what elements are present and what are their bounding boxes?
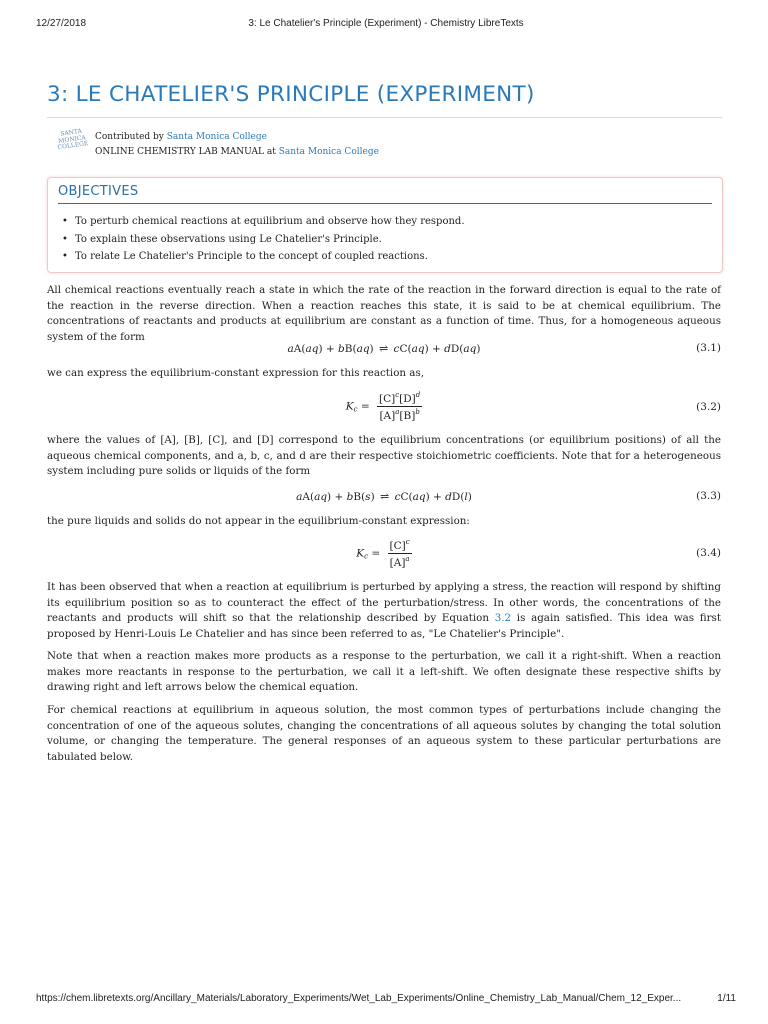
equation-3-3: aA(aq) + bB(s) ⇌ cC(aq) + dD(l) (3.3) bbox=[296, 490, 721, 503]
manual-line bbox=[95, 147, 379, 157]
objectives-box bbox=[47, 177, 723, 273]
equation-number: (3.1) bbox=[696, 342, 721, 354]
body-paragraph: where the values of [A], [B], [C], and [D] correspond to the equilibrium concentrations (or equilibrium positions) of all the aqueous chemical components, and a, b, c, and d are their respective stoichiometric coefficients. Note that for a heterogeneous system including pure solids or liquids of the form bbox=[47, 434, 721, 477]
page-title: 3: LE CHATELIER'S PRINCIPLE (EXPERIMENT) bbox=[47, 82, 535, 107]
print-date: 12/27/2018 bbox=[36, 18, 87, 29]
page-count: 1/11 bbox=[717, 993, 736, 1004]
body-paragraph: the pure liquids and solids do not appear in the equilibrium-constant expression: bbox=[47, 515, 470, 527]
manual-org-link[interactable]: Santa Monica College bbox=[278, 147, 379, 157]
contributed-by-label: Contributed by bbox=[95, 132, 164, 142]
objective-item: • To explain these observations using Le Chatelier's Principle. bbox=[60, 231, 465, 249]
shift-paragraph: Note that when a reaction makes more products as a response to the perturbation, we call it a right-shift. When a reaction makes more reactants in response to the perturbation, we call it a left-shift. We often designate these respective shifts by drawing right and left arrows below the chemical equation. bbox=[47, 650, 721, 693]
objective-item: • To relate Le Chatelier's Principle to the concept of coupled reactions. bbox=[60, 248, 465, 266]
page-url: https://chem.libretexts.org/Ancillary_Materials/Laboratory_Experiments/Wet_Lab_Experiments/Online_Chemistry_Lab_Manual/Chem_12_Exper... bbox=[36, 993, 682, 1004]
equation-link[interactable]: 3.2 bbox=[494, 612, 512, 624]
equation-number: (3.4) bbox=[696, 547, 721, 559]
equation-3-2: $K_c$ = $\frac{[C]^c[D]^d}{[A]^a[B]^b}$ (3.2) bbox=[345, 391, 721, 422]
objectives-list bbox=[60, 213, 465, 266]
objectives-divider bbox=[58, 203, 712, 204]
contributor-link[interactable]: Santa Monica College bbox=[166, 132, 267, 142]
print-title: 3: Le Chatelier's Principle (Experiment) - Chemistry LibreTexts bbox=[248, 18, 524, 29]
equation-3-4: $K_c$ = $\frac{[C]^c}{[A]^a}$ (3.4) bbox=[356, 538, 721, 569]
perturbations-paragraph: For chemical reactions at equilibrium in aqueous solution, the most common types of perturbations include changing the concentration of one of the aqueous solutes, changing the concentrations of all aqueous solutes by changing the total solution volume, or changing the temperature. The general responses of an aqueous system to these particular perturbations are tabulated below. bbox=[47, 704, 721, 763]
equation-3-1: aA(aq) + bB(aq) ⇌ cC(aq) + dD(aq) (3.1) bbox=[287, 342, 721, 355]
contributor-block bbox=[57, 127, 657, 164]
contributed-by-line bbox=[95, 132, 267, 142]
intro-paragraph: All chemical reactions eventually reach a state in which the rate of the reaction in the forward direction is equal to the rate of the reaction in the reverse direction. When a reaction reaches this state, it is said to be at chemical equilibrium. The concentrations of reactants and products at equilibrium are constant as a function of time. Thus, for a homogeneous aqueous system of the form bbox=[47, 284, 721, 343]
objective-item: • To perturb chemical reactions at equilibrium and observe how they respond. bbox=[60, 213, 465, 231]
title-divider bbox=[47, 117, 722, 118]
objectives-heading: OBJECTIVES bbox=[58, 184, 139, 199]
body-paragraph: we can express the equilibrium-constant expression for this reaction as, bbox=[47, 367, 425, 379]
college-logo: SANTA MONICA COLLEGE bbox=[57, 127, 89, 152]
perturbation-paragraph: It has been observed that when a reaction at equilibrium is perturbed by applying a stress, the reaction will respond by shifting its equilibrium position so as to counteract the effect of the perturbation/stress. In other words, the concentrations of the reactants and products will shift so that the relationship described by Equation 3.2 is again satisfied. This idea was first proposed by Henri-Louis Le Chatelier and has since been referred to as, "Le Chatelier's Principle". bbox=[47, 581, 721, 640]
equation-number: (3.2) bbox=[696, 401, 721, 413]
manual-label: ONLINE CHEMISTRY LAB MANUAL at bbox=[95, 147, 276, 157]
equation-number: (3.3) bbox=[696, 490, 721, 502]
